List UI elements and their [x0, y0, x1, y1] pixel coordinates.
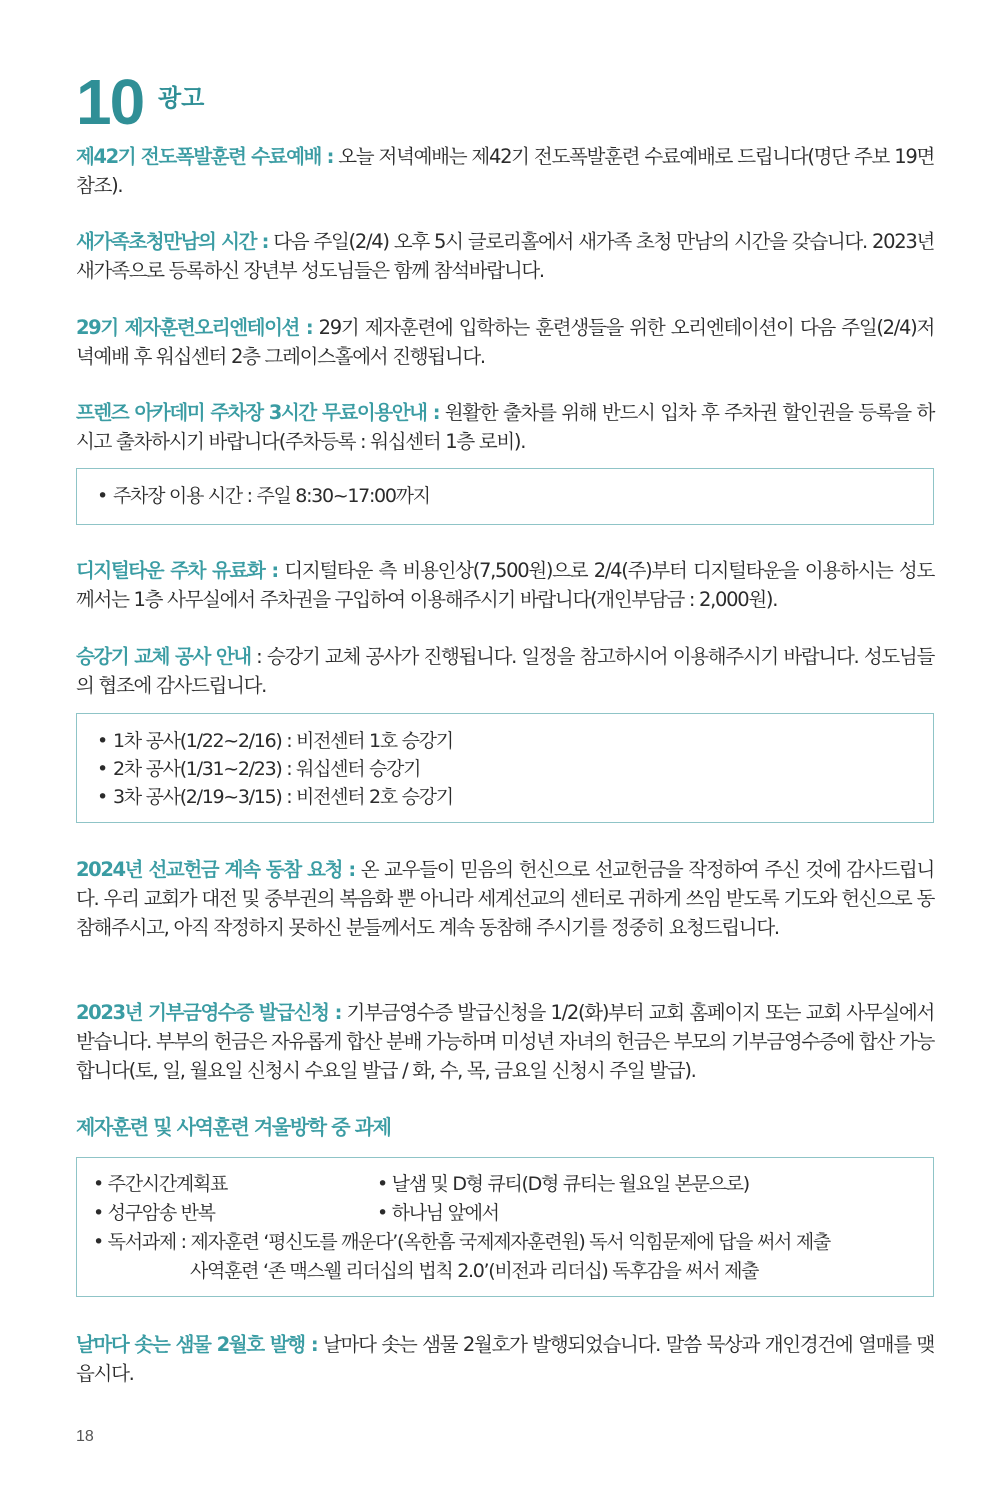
- announcement-1: [76, 142, 934, 200]
- announcement-text: 온 교우들이 믿음의 헌신으로 선교헌금을 작정하여 주신 것에 감사드립니다. 우리 교회가 대전 및 중부권의 복음화 뿐 아니라 세계선교의 센터로 귀하게 쓰임 받도록 기도와 헌신으로 동참해주시고, 아직 작정하지 못하신 분들께서도 계속 동참해 주시기를 정중히 요청드립니다.: [76, 858, 934, 939]
- announcement-text: 다음 주일(2/4) 오후 5시 글로리홀에서 새가족 초청 만남의 시간을 갖습니다. 2023년 새가족으로 등록하신 장년부 성도님들은 함께 참석바랍니다.: [76, 230, 934, 282]
- section-title: 광고: [158, 84, 205, 112]
- announcement-text: 기부금영수증 발급신청을 1/2(화)부터 교회 홈페이지 또는 교회 사무실에서 받습니다. 부부의 헌금은 자유롭게 합산 분배 가능하며 미성년 자녀의 헌금은 부모의 기부금영수증에 합산 가능합니다(토, 일, 월요일 신청시 수요일 발급 / 화, 수, 목, 금요일 신청시 주일 발급).: [76, 1001, 934, 1082]
- announcement-5: [76, 556, 934, 614]
- list-item: • 하나님 앞에서: [377, 1202, 499, 1224]
- section-number: 10: [76, 66, 144, 138]
- announcement-text: 오늘 저녁예배는 제42기 전도폭발훈련 수료예배로 드립니다(명단 주보 19면 참조).: [76, 145, 934, 197]
- announcement-text: 29기 제자훈련에 입학하는 훈련생들을 위한 오리엔테이션이 다음 주일(2/4)저녁예배 후 워십센터 2층 그레이스홀에서 진행됩니다.: [76, 316, 934, 368]
- list-item: • 주차장 이용 시간 : 주일 8:30~17:00까지: [97, 485, 430, 507]
- announcement-label: 2024년 선교헌금 계속 동참 요청 :: [76, 858, 355, 881]
- announcement-label: 새가족초청만남의 시간 :: [76, 230, 269, 253]
- announcement-label: 29기 제자훈련오리엔테이션 :: [76, 316, 313, 339]
- list-item: • 성구암송 반복: [93, 1202, 215, 1224]
- list-item: • 1차 공사(1/22~2/16) : 비전센터 1호 승강기: [97, 730, 453, 752]
- announcement-label: 날마다 솟는 샘물 2월호 발행 :: [76, 1333, 318, 1356]
- announcement-label: 프렌즈 아카데미 주차장 3시간 무료이용안내 :: [76, 401, 440, 424]
- announcement-label: 디지털타운 주차 유료화 :: [76, 559, 278, 582]
- page-number: 18: [76, 1428, 94, 1445]
- announcement-text: 날마다 솟는 샘물 2월호가 발행되었습니다. 말씀 묵상과 개인경건에 열매를 맺읍시다.: [76, 1333, 934, 1385]
- list-item: • 3차 공사(2/19~3/15) : 비전센터 2호 승강기: [97, 786, 453, 808]
- announcement-label: 승강기 교체 공사 안내: [76, 645, 251, 668]
- announcement-7: [76, 855, 934, 942]
- elevator-schedule-box: [76, 713, 934, 823]
- announcement-2: [76, 227, 934, 285]
- list-item: • 날샘 및 D형 큐티(D형 큐티는 월요일 본문으로): [377, 1173, 749, 1195]
- announcement-text: : 승강기 교체 공사가 진행됩니다. 일정을 참고하시어 이용해주시기 바랍니다. 성도님들의 협조에 감사드립니다.: [76, 645, 934, 697]
- announcement-9: [76, 1330, 934, 1388]
- list-item: • 독서과제 : 제자훈련 ‘평신도를 깨운다’(옥한흠 국제제자훈련원) 독서 익힘문제에 답을 써서 제출: [93, 1231, 830, 1253]
- announcement-6: [76, 642, 934, 700]
- announcement-text: 원활한 출차를 위해 반드시 입차 후 주차권 할인권을 등록을 하시고 출차하시기 바랍니다(주차등록 : 워십센터 1층 로비).: [76, 401, 934, 453]
- announcement-8: [76, 998, 934, 1085]
- list-item: • 2차 공사(1/31~2/23) : 워십센터 승강기: [97, 758, 421, 780]
- assignments-box: [76, 1157, 934, 1297]
- assignments-heading: 제자훈련 및 사역훈련 겨울방학 중 과제: [76, 1115, 391, 1139]
- announcement-label: 제42기 전도폭발훈련 수료예배 :: [76, 145, 334, 168]
- list-item: • 주간시간계획표: [93, 1173, 228, 1195]
- list-item: 사역훈련 ‘존 맥스웰 리더십의 법칙 2.0’(비전과 리더십) 독후감을 써서 제출: [190, 1260, 759, 1282]
- announcement-text: 디지털타운 측 비용인상(7,500원)으로 2/4(주)부터 디지털타운을 이용하시는 성도께서는 1층 사무실에서 주차권을 구입하여 이용해주시기 바랍니다(개인부담금 : 2,000원).: [76, 559, 935, 611]
- announcement-label: 2023년 기부금영수증 발급신청 :: [76, 1001, 341, 1024]
- parking-info-box: [76, 468, 934, 525]
- announcement-3: [76, 313, 934, 371]
- announcement-4: [76, 398, 934, 456]
